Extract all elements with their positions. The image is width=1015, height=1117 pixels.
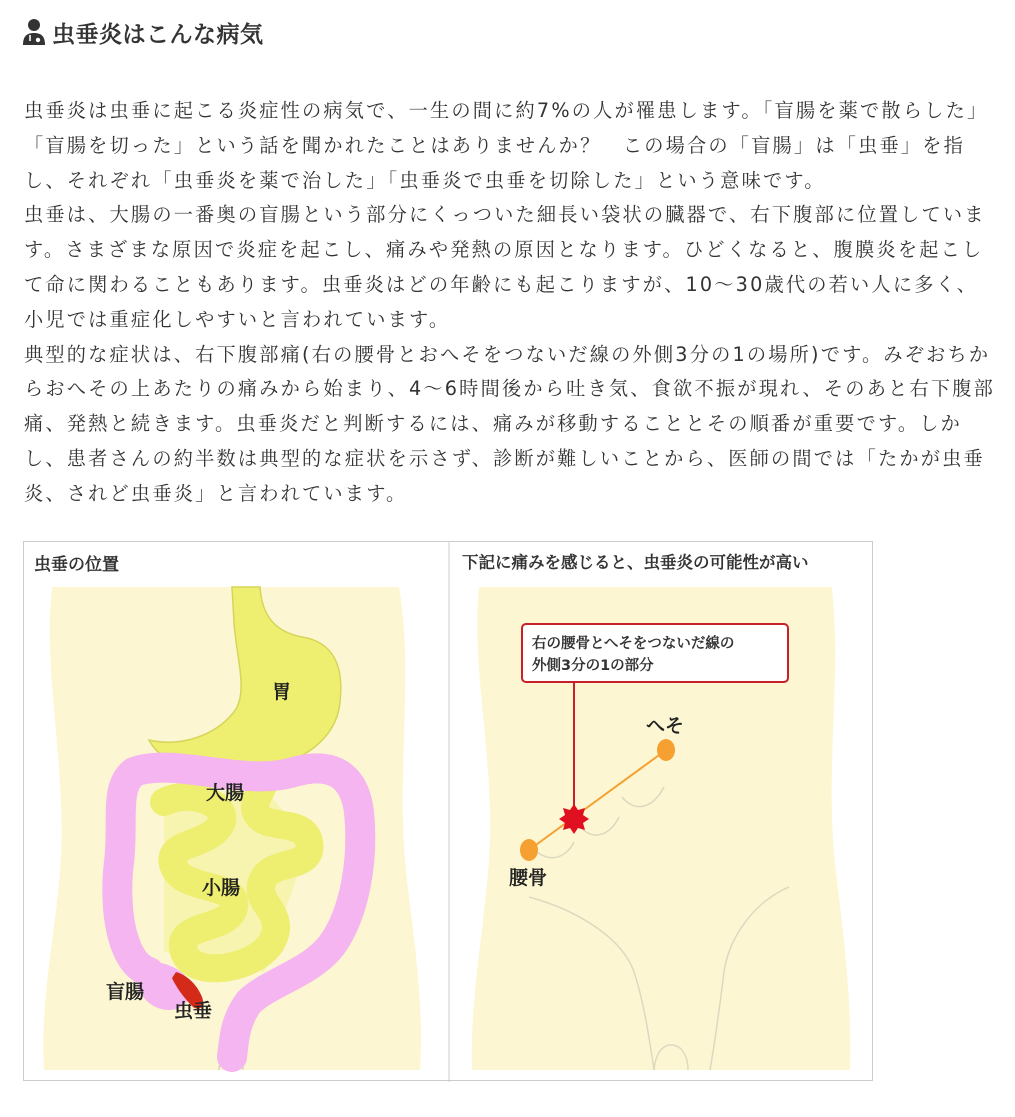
label-navel: へそ [646,715,685,737]
article-body [24,94,996,512]
label-cecum: 盲腸 [106,981,145,1003]
hipbone-marker [520,839,538,861]
navel-marker [657,739,675,761]
label-small-intestine: 小腸 [202,877,241,899]
right-panel-title: 下記に痛みを感じると、虫垂炎の可能性が高い [462,553,809,572]
label-hipbone: 腰骨 [509,867,548,889]
paragraph-symptoms: 典型的な症状は、右下腹部痛(右の腰骨とおへそをつないだ線の外側3分の1の場所)です。みぞおちからおへその上あたりの痛みから始まり、4〜6時間後から吐き気、食欲不振が現れ、そのあと右下腹部痛、発熱と続きます。虫垂炎だと判断するには、痛みが移動することとその順番が重要です。しかし、患者さんの約半数は典型的な症状を示さず、診断が難しいことから、医師の間では「たかが虫垂炎、されど虫垂炎」と言われています。 [24,342,996,505]
label-appendix: 虫垂 [174,1000,213,1022]
left-panel-title: 虫垂の位置 [34,555,119,575]
right-panel [462,552,850,1070]
pain-burst-icon [559,804,589,834]
label-stomach: 胃 [272,681,292,703]
doctor-icon [22,18,46,46]
callout-text-line1: 右の腰骨とへそをつないだ線の [532,636,735,652]
illustration-svg [24,542,874,1082]
callout-text-line2: 外側3分の1の部分 [532,658,654,674]
appendicitis-illustration [23,541,873,1081]
label-large-intestine: 大腸 [206,782,245,804]
section-heading [22,14,264,50]
paragraph-location: 虫垂は、大腸の一番奥の盲腸という部分にくっついた細長い袋状の臓器で、右下腹部に位置しています。さまざまな原因で炎症を起こし、痛みや発熱の原因となります。ひどくなると、腹膜炎を起こして命に関わることもあります。虫垂炎はどの年齢にも起こりますが、10〜30歳代の若い人に多く、小児では重症化しやすいと言われています。 [24,203,986,331]
left-panel [34,554,421,1070]
paragraph-definition: 虫垂炎は虫垂に起こる炎症性の病気で、一生の間に約7%の人が罹患します。「盲腸を薬で散らした」「盲腸を切った」という話を聞かれたことはありませんか？ この場合の「盲腸」は「虫垂」を指し、それぞれ「虫垂炎を薬で治した」「虫垂炎で虫垂を切除した」という意味です。 [24,99,989,192]
section-title: 虫垂炎はこんな病気 [52,21,264,48]
